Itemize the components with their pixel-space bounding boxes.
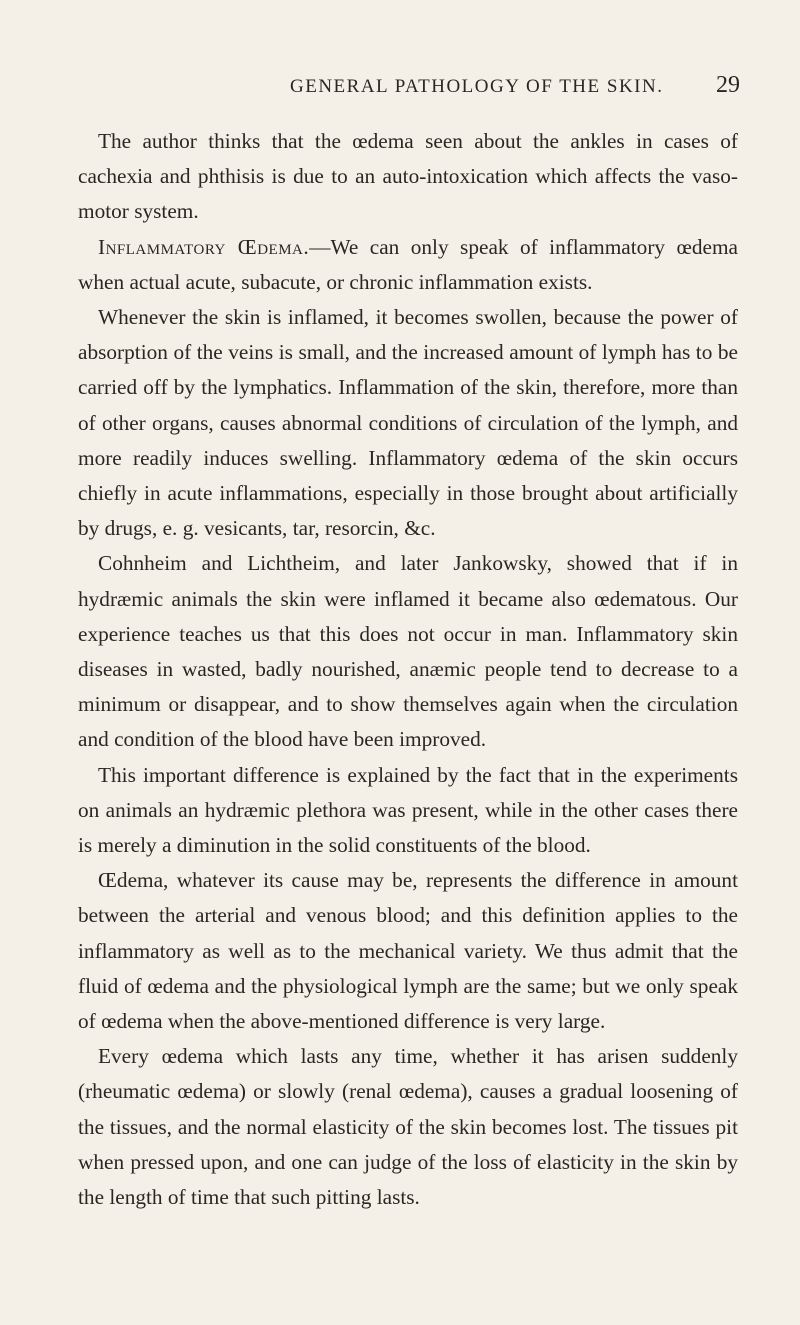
paragraph: Every œdema which lasts any time, whether it has arisen suddenly (rheumatic œdema) or slowly (renal œdema), causes a gradual loosening of the tissues, and the normal elasticity of the skin becomes lost. The tissues pit when pressed upon, and one can judge of the loss of elasticity in the skin by the length of time that such pitting lasts. (78, 1044, 738, 1210)
page-number: 29 (716, 72, 740, 98)
running-title: GENERAL PATHOLOGY OF THE SKIN. (290, 76, 664, 97)
paragraph: Whenever the skin is inflamed, it becomes swollen, because the power of absorption of the veins is small, and the increased amount of lymph has to be carried off by the lymphatics. Inflammation of the skin, therefore, more than of other organs, causes abnormal conditions of circulation of the lymph, and more readily induces swelling. Inflammatory œdema of the skin occurs chiefly in acute inflammations, especially in those brought about artificially by drugs, e. g. vesicants, tar, resorcin, &c. (78, 305, 738, 541)
paragraph: Œdema, whatever its cause may be, represents the difference in amount between the arterial and venous blood; and this definition applies to the inflammatory as well as to the mechanical variety. We thus admit that the fluid of œdema and the physiological lymph are the same; but we only speak of œdema when the above-mentioned difference is very large. (78, 868, 738, 1034)
body-text (78, 124, 738, 1215)
paragraph-text: —We can only speak of inflammatory œdema when actual acute, subacute, or chronic inflammation exists. (78, 234, 738, 294)
paragraph: Cohnheim and Lichtheim, and later Jankowsky, showed that if in hydræmic animals the skin were inflamed it became also œdematous. Our experience teaches us that this does not occur in man. Inflammatory skin diseases in wasted, badly nourished, anæmic people tend to decrease to a minimum or disappear, and to show themselves again when the circulation and condition of the blood have been improved. (78, 551, 738, 752)
section-heading: Inflammatory Œdema. (98, 234, 310, 259)
paragraph (78, 230, 738, 300)
paragraph: The author thinks that the œdema seen about the ankles in cases of cachexia and phthisis is due to an auto-intoxication which affects the vaso-motor system. (78, 129, 738, 224)
running-head (290, 72, 740, 102)
paragraph: This important difference is explained by the fact that in the experiments on animals an hydræmic plethora was present, while in the other cases there is merely a diminution in the solid constituents of the blood. (78, 762, 738, 858)
